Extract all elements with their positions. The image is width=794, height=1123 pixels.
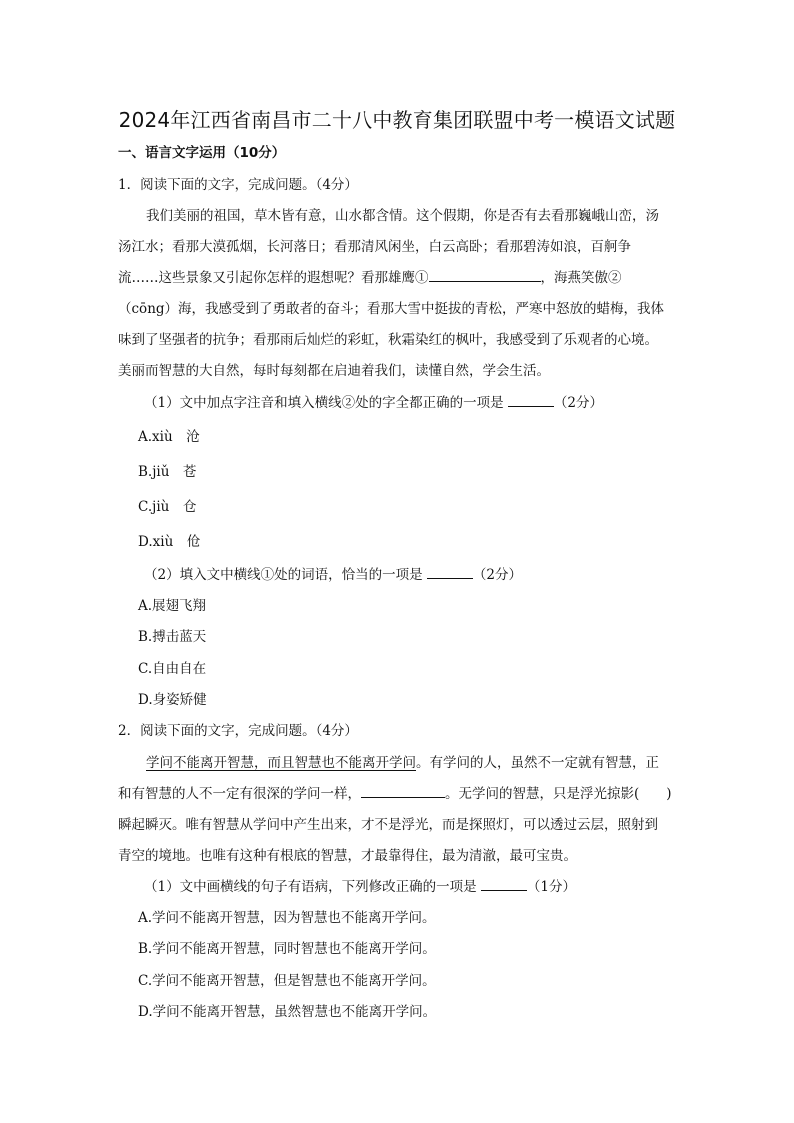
q1-sub1-option-d[interactable]: D.xiù 伧	[138, 534, 201, 550]
q1-passage-line-2: 汤江水；看那大漠孤烟，长河落日；看那清风闲坐，白云高卧；看那碧涛如浪，百舸争	[118, 239, 631, 255]
q2-sub1-option-b[interactable]: B.学问不能离开智慧，同时智慧也不能离开学问。	[138, 941, 436, 957]
q1-sub1-option-c[interactable]: C.jiù 仓	[138, 499, 197, 515]
q1-passage-line-3	[118, 267, 622, 289]
q1-sub1-score: （2分）	[553, 395, 603, 411]
q2-sub1-stem	[144, 876, 576, 898]
answer-blank-2[interactable]	[361, 783, 445, 798]
q1-sub2-option-a[interactable]: A.展翅飞翔	[138, 598, 207, 614]
q1-sub2-option-d[interactable]: D.身姿矫健	[138, 692, 207, 708]
q1-passage-line-1: 我们美丽的祖国，草木皆有意，山水都含情。这个假期，你是否有去看那巍峨山峦，汤	[146, 208, 659, 224]
q1-passage-line-6: 美丽而智慧的大自然，每时每刻都在启迪着我们，读懂自然，学会生活。	[118, 363, 550, 379]
q1-sub2-score: （2分）	[472, 567, 522, 583]
q1-passage-line-3-a: 流……这些景象又引起你怎样的遐想呢？看那雄鹰①	[118, 270, 429, 286]
q1-sub2-text: （2）填入文中横线①处的词语，恰当的一项是	[144, 567, 423, 583]
q2-passage-line-2	[118, 783, 672, 805]
page-title: 2024年江西省南昌市二十八中教育集团联盟中考一模语文试题	[118, 108, 676, 132]
question-2-stem: 2．阅读下面的文字，完成问题。（4分）	[118, 723, 358, 739]
q2-sub1-text: （1）文中画横线的句子有语病，下列修改正确的一项是	[144, 879, 477, 895]
q1-passage-line-5: 味到了坚强者的抗争；看那雨后灿烂的彩虹，秋霜染红的枫叶，我感受到了乐观者的心境。	[118, 332, 658, 348]
answer-blank-q1-sub2[interactable]	[427, 564, 473, 579]
question-1-stem: 1．阅读下面的文字，完成问题。（4分）	[118, 177, 358, 193]
q2-passage-line-2-a: 和有智慧的人不一定有很深的学问一样，	[118, 786, 361, 802]
answer-blank-q2-sub1[interactable]	[481, 876, 527, 891]
section-heading: 一、语言文字运用（10分）	[118, 145, 286, 161]
answer-blank-1[interactable]	[429, 267, 541, 282]
q1-sub2-option-c[interactable]: C.自由自在	[138, 661, 207, 677]
q2-passage-line-1-rest: 。有学问的人，虽然不一定就有智慧，正	[416, 755, 659, 771]
q1-sub1-stem	[144, 392, 603, 414]
q2-underlined-sentence: 学问不能离开智慧，而且智慧也不能离开学问	[146, 755, 416, 771]
q1-passage-line-4: （cōng）海，我感受到了勇敢者的奋斗；看那大雪中挺拔的青松，严寒中怒放的蜡梅，我体	[118, 301, 665, 317]
q1-sub1-option-a[interactable]: A.xiù 沧	[138, 429, 200, 445]
q1-sub1-text: （1）文中加点字注音和填入横线②处的字全都正确的一项是	[144, 395, 504, 411]
q2-sub1-option-c[interactable]: C.学问不能离开智慧，但是智慧也不能离开学问。	[138, 973, 436, 989]
q1-passage-line-3-b: ，海燕笑傲②	[540, 270, 622, 286]
q2-sub1-option-a[interactable]: A.学问不能离开智慧，因为智慧也不能离开学问。	[138, 910, 436, 926]
q2-passage-line-1	[146, 752, 659, 774]
q1-sub1-option-b[interactable]: B.jiǔ 苍	[138, 464, 197, 480]
q1-sub2-option-b[interactable]: B.搏击蓝天	[138, 629, 207, 645]
answer-blank-q1-sub1[interactable]	[508, 392, 554, 407]
q2-sub1-score: （1分）	[526, 879, 576, 895]
q1-sub2-stem	[144, 564, 522, 586]
q2-passage-line-4: 青空的境地。也唯有这种有根底的智慧，才最靠得住，最为清澈，最可宝贵。	[118, 848, 577, 864]
q2-sub1-option-d[interactable]: D.学问不能离开智慧，虽然智慧也不能离开学问。	[138, 1004, 437, 1020]
q2-passage-line-3: 瞬起瞬灭。唯有智慧从学问中产生出来，才不是浮光，而是探照灯，可以透过云层，照射到	[118, 817, 658, 833]
q2-passage-line-2-b: 。无学问的智慧，只是浮光掠影( )	[445, 786, 672, 802]
